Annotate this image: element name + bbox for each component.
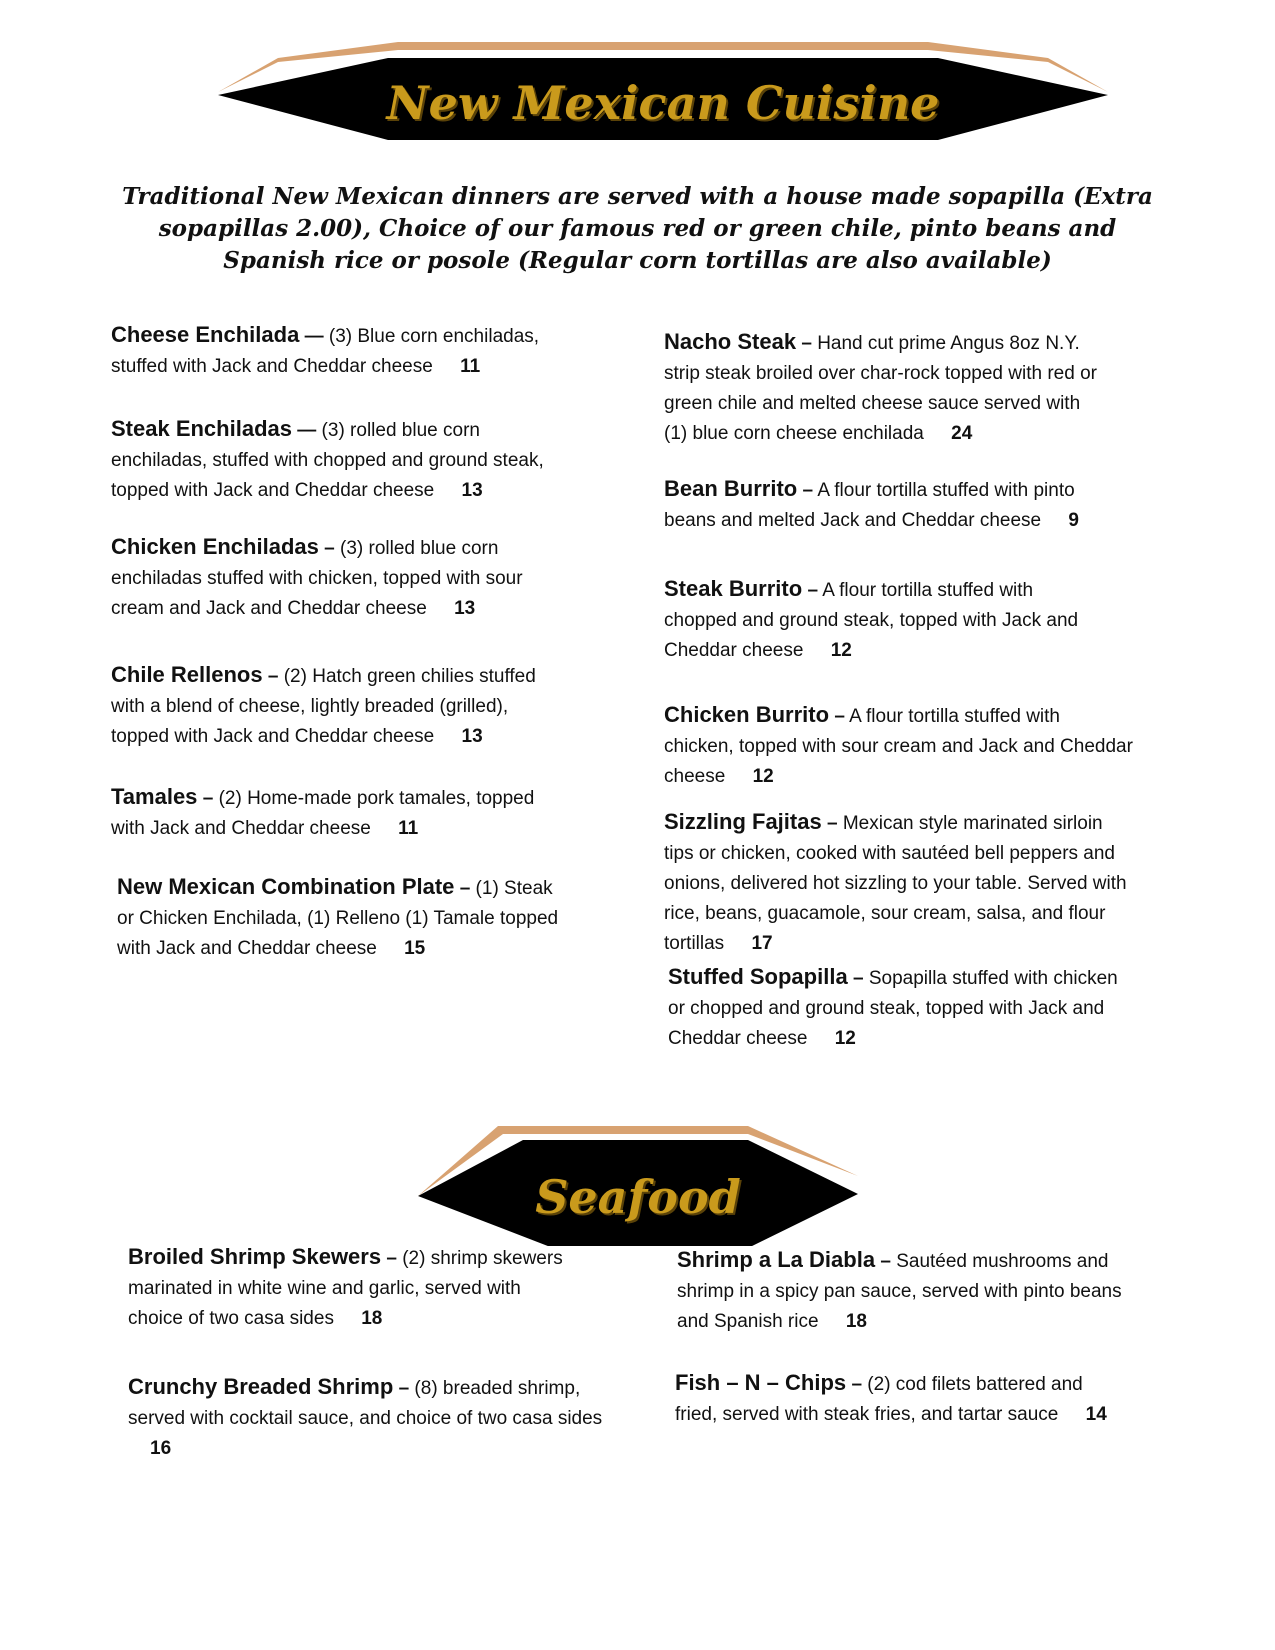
item-price: 18 [845,1311,867,1332]
menu-item-combination-plate [117,872,567,964]
item-separator: – [386,1248,397,1269]
item-price: 18 [361,1308,383,1329]
item-description: Mexican style marinated sirloin tips or chicken, cooked with sautéed bell peppers and onions, delivered hot sizzling to your table. Served with rice, beans, guacamole, sour cream, salsa, and flour tortillas [664,813,1127,954]
item-separator: – [852,968,864,989]
item-separator: – [826,813,838,834]
item-name: Tamales [111,784,198,809]
item-name: Chile Rellenos [111,662,263,687]
item-price: 11 [460,356,481,377]
item-separator: – [398,1378,410,1399]
item-description: (2) shrimp skewers marinated in white wine and garlic, served with choice of two casa sides [128,1248,563,1329]
item-price: 9 [1068,510,1079,531]
item-name: Nacho Steak [664,329,797,354]
item-price: 13 [461,726,483,747]
menu-item-stuffed-sopapilla [668,962,1138,1054]
item-name: Steak Enchiladas [111,416,292,441]
item-separator: – [834,706,845,727]
item-description: A flour tortilla stuffed with pinto beans and melted Jack and Cheddar cheese [664,480,1075,531]
menu-item-steak-enchiladas [111,414,561,506]
item-name: Fish – N – Chips [675,1370,847,1395]
item-name: Shrimp a La Diabla [677,1247,876,1272]
item-separator: – [324,538,335,559]
menu-item-broiled-shrimp-skewers [128,1242,578,1334]
menu-item-nacho-steak [664,327,1104,449]
item-price: 12 [834,1028,856,1049]
menu-item-cheese-enchilada [111,320,561,382]
menu-item-shrimp-a-la-diabla [677,1245,1127,1337]
item-description: (2) Hatch green chilies stuffed with a blend of cheese, lightly breaded (grilled), topped with Jack and Cheddar cheese [111,666,536,747]
item-separator: – [802,480,814,501]
item-price: 13 [461,480,483,501]
item-price: 13 [454,598,476,619]
menu-item-chicken-enchiladas [111,532,561,624]
item-separator: – [202,788,214,809]
menu-item-crunchy-breaded-shrimp [128,1372,608,1464]
item-description: Sautéed mushrooms and shrimp in a spicy pan sauce, served with pinto beans and Spanish rice [677,1251,1122,1332]
item-description: (3) Blue corn enchiladas, stuffed with Jack and Cheddar cheese [111,326,540,377]
item-name: Chicken Enchiladas [111,534,319,559]
menu-item-chicken-burrito [664,700,1134,792]
item-separator: – [267,666,279,687]
item-name: New Mexican Combination Plate [117,874,455,899]
item-price: 14 [1085,1404,1107,1425]
item-separator: – [851,1374,863,1395]
item-name: Crunchy Breaded Shrimp [128,1374,394,1399]
item-description: Sopapilla stuffed with chicken or chopped and ground steak, topped with Jack and Cheddar cheese [668,968,1118,1049]
menu-item-tamales [111,782,551,844]
item-name: Sizzling Fajitas [664,809,822,834]
item-price: 16 [150,1438,172,1459]
item-description: Hand cut prime Angus 8oz N.Y. strip steak broiled over char-rock topped with red or green chile and melted cheese sauce served with (1) blue corn cheese enchilada [664,333,1097,444]
item-price: 17 [751,933,773,954]
menu-item-bean-burrito [664,474,1119,536]
item-separator: — [304,326,324,347]
item-name: Steak Burrito [664,576,803,601]
item-price: 12 [830,640,852,661]
intro-text: Traditional New Mexican dinners are served with a house made sopapilla (Extra sopapillas 2.00), Choice of our famous red or green chile, pinto beans and Spanish rice or posole (Regular corn tortillas are also available) [122,183,1153,274]
menu-item-sizzling-fajitas [664,807,1134,959]
item-description: (1) Steak or Chicken Enchilada, (1) Relleno (1) Tamale topped with Jack and Cheddar cheese [117,878,559,959]
main-title: New Mexican Cuisine [386,76,940,130]
item-price: 24 [951,423,973,444]
seafood-title: Seafood [535,1170,741,1224]
item-description: A flour tortilla stuffed with chopped and ground steak, topped with Jack and Cheddar cheese [664,580,1079,661]
item-separator: — [297,420,317,441]
item-name: Cheese Enchilada [111,322,300,347]
menu-item-fish-n-chips [675,1368,1125,1430]
item-price: 11 [398,818,419,839]
item-separator: – [459,878,471,899]
item-price: 15 [404,938,426,959]
main-banner [218,40,1108,150]
item-description: (2) cod filets battered and fried, served with steak fries, and tartar sauce [675,1374,1083,1425]
menu-item-steak-burrito [664,574,1104,666]
item-price: 12 [752,766,774,787]
item-separator: – [801,333,812,354]
seafood-banner [418,1126,858,1246]
item-separator: – [807,580,819,601]
item-name: Bean Burrito [664,476,798,501]
item-description: A flour tortilla stuffed with chicken, topped with sour cream and Jack and Cheddar cheese [664,706,1133,787]
item-separator: – [880,1251,891,1272]
item-description: (3) rolled blue corn enchiladas, stuffed with chopped and ground steak, topped with Jack and Cheddar cheese [111,420,544,501]
item-name: Stuffed Sopapilla [668,964,848,989]
item-description: (8) breaded shrimp, served with cocktail sauce, and choice of two casa sides [128,1378,603,1429]
item-description: (2) Home-made pork tamales, topped with Jack and Cheddar cheese [111,788,535,839]
menu-item-chile-rellenos [111,660,551,752]
item-name: Chicken Burrito [664,702,830,727]
item-description: (3) rolled blue corn enchiladas stuffed with chicken, topped with sour cream and Jack and Cheddar cheese [111,538,523,619]
item-name: Broiled Shrimp Skewers [128,1244,382,1269]
